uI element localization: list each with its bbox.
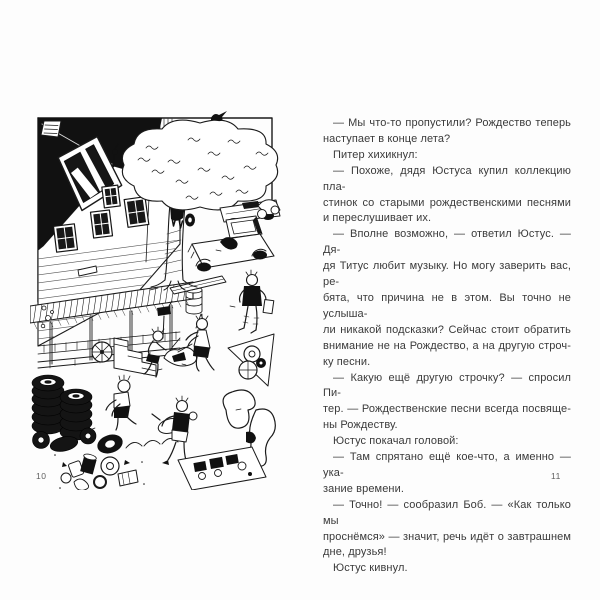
page-number-left: 10 — [36, 471, 47, 481]
junk-pile — [54, 453, 145, 490]
wagon-wheel — [92, 342, 112, 362]
bounce-trail — [126, 438, 178, 448]
tire-stacks — [32, 375, 96, 454]
bouncing-ball — [189, 412, 197, 420]
text-line: Юстус кивнул. — [333, 562, 408, 575]
text-line: — Похоже, дядя Юстуса купил коллекцию пла- — [323, 164, 571, 193]
text-line: — Вполне возможно, — ответил Юстус. — Дя- — [323, 228, 571, 257]
rolling-tire — [95, 431, 125, 456]
attic-vent — [41, 121, 61, 137]
paragraph — [323, 498, 571, 562]
text-line: дне, друзья! — [323, 546, 387, 559]
window — [90, 210, 112, 238]
page-number-right: 11 — [551, 471, 561, 481]
text-line: ны Рождеству. — [323, 419, 398, 432]
text-line: — Какую ещё другую строчку? — спросил Пи- — [323, 371, 571, 400]
text-line: стинок со старыми рождественскими песнями — [323, 196, 571, 209]
text-line: Питер хихикнул: — [333, 148, 418, 161]
bird — [211, 111, 227, 121]
text-line: ку песни. — [323, 355, 371, 368]
paragraph — [323, 434, 571, 450]
paragraph — [323, 561, 571, 577]
story-text — [323, 116, 571, 577]
text-line: зание времени. — [323, 482, 404, 495]
text-line: проснёмся» — значит, речь идёт о завтрашнем — [323, 530, 571, 543]
text-line: наступает в конце лета? — [323, 132, 451, 145]
text-line: и переслушивает их. — [323, 212, 432, 225]
paragraph — [323, 164, 571, 228]
text-line: бята, что причина не в этом. Вы точно не услыша- — [323, 291, 571, 320]
paragraph — [323, 227, 571, 370]
pickup-truck — [188, 216, 274, 272]
text-line: Юстус покачал головой: — [333, 435, 459, 448]
left-page-illustration — [30, 110, 290, 490]
text-line: внимание не на Рождество, а на другую строч- — [323, 339, 571, 352]
tarp-with-parts — [228, 334, 274, 386]
paragraph — [323, 148, 571, 164]
text-line: тер. — Рождественские песни всегда посвяще- — [323, 403, 571, 416]
gable-window — [102, 185, 120, 208]
text-line: — Там спрятано ещё кое-что, а именно — ука- — [323, 451, 571, 479]
kid-walking-away — [239, 270, 274, 333]
paragraph — [323, 450, 571, 498]
text-line: дя Титус любит музыку. Но могу заверить вас, ре- — [323, 260, 571, 289]
text-line: — Точно! — сообразил Боб. — «Как только мы — [323, 498, 571, 527]
text-line: — Мы что-то пропустили? Рождество теперь — [333, 117, 571, 129]
text-line: ли никакой подсказки? Сейчас стоит обратить — [323, 323, 571, 336]
tree — [122, 120, 277, 210]
paragraph — [323, 116, 571, 148]
window — [53, 224, 77, 252]
kid-carrying-junk — [152, 396, 190, 466]
window — [124, 197, 149, 228]
tarp-with-engine-parts — [178, 447, 266, 490]
paragraph — [323, 371, 571, 435]
